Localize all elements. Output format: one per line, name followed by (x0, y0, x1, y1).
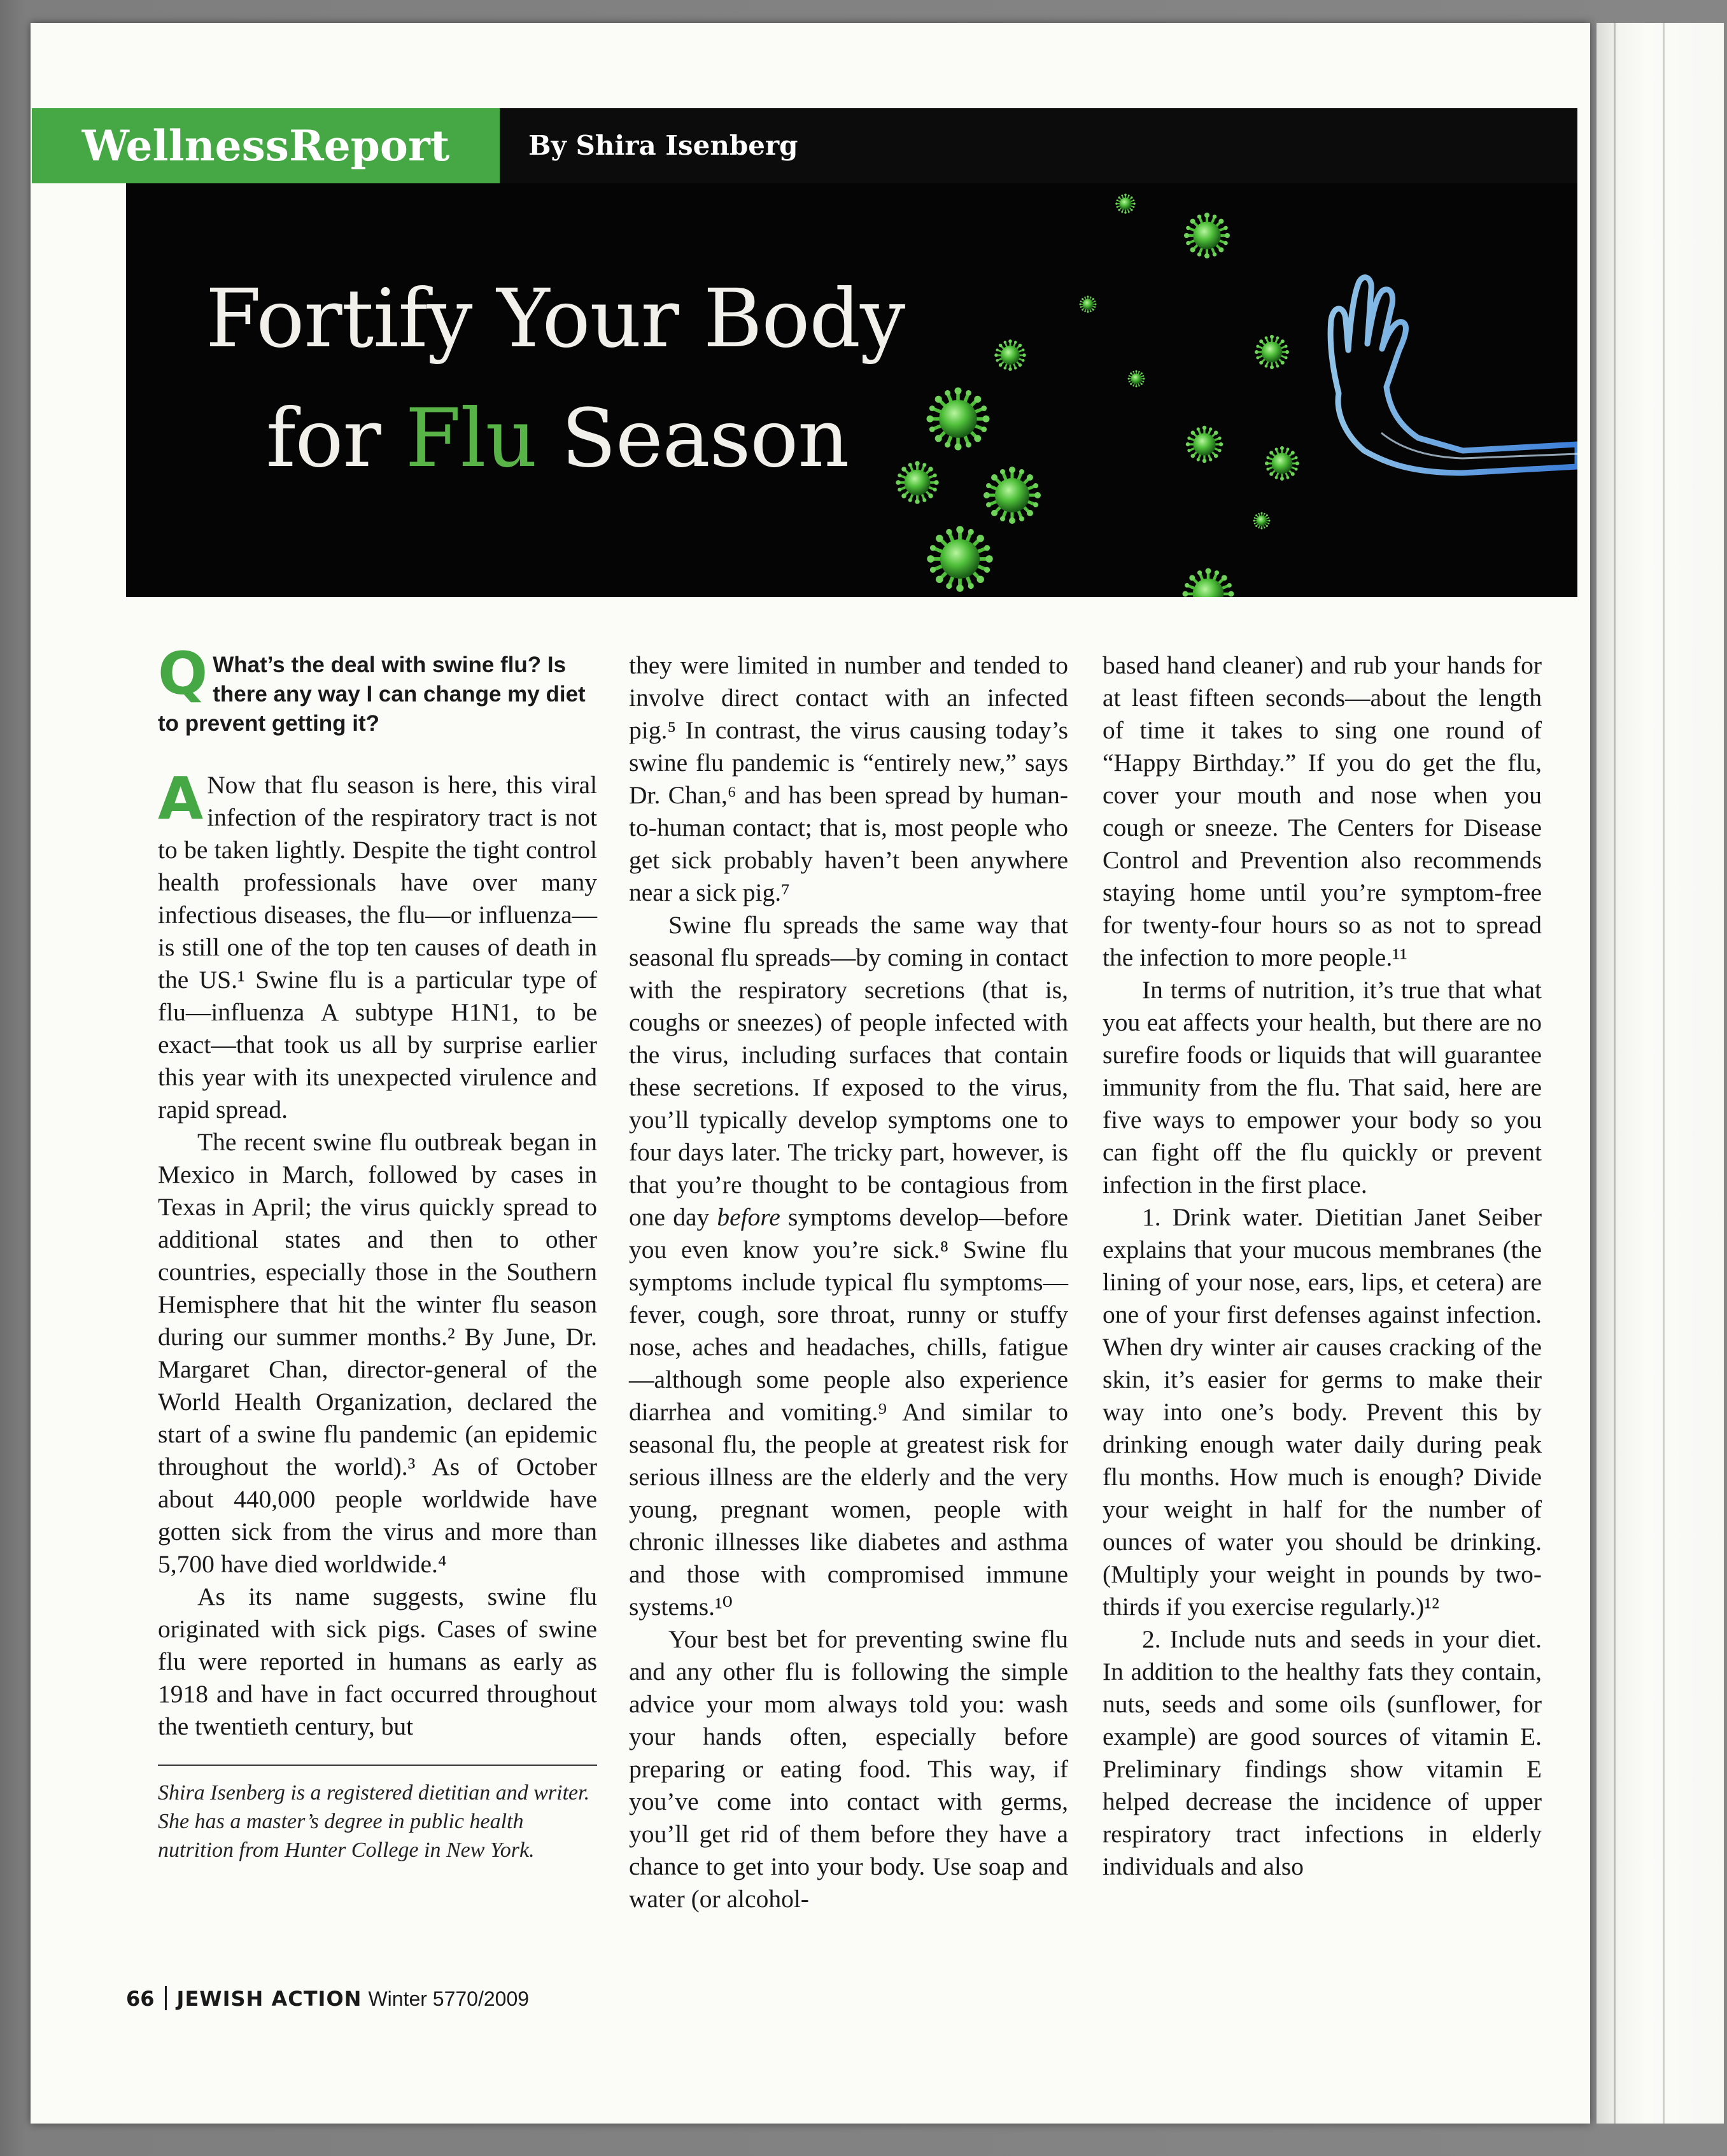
bio-divider (158, 1765, 597, 1766)
question-text: What’s the deal with swine flu? Is there any way I can change my diet to prevent getting it? (158, 652, 586, 736)
facing-page-edge (1597, 23, 1724, 2124)
body-paragraph: based hand cleaner) and rub your hands for at least fifteen seconds—about the length of time it takes to sing one round of “Happy Birthday.” If you do get the flu, cover your mouth and nose when you cough or sneeze. The Centers for Disease Control and Prevention also recommends staying home until you’re symptom-free for twenty-four hours so as not to spread the infection to more people.¹¹ (1103, 651, 1542, 971)
page-footer (126, 1986, 529, 2011)
title-accent-word: Flu (405, 391, 537, 485)
author-bio: Shira Isenberg is a registered dietitian and writer. She has a master’s degree in public health nutrition from Hunter College in New York. (158, 1781, 590, 1862)
issue-date: Winter 5770/2009 (368, 1987, 530, 2010)
column-3 (1103, 649, 1542, 1883)
paragraph-text: Now that flu season is here, this viral infection of the respiratory tract is not to be taken lightly. Despite the tight control health professionals have over many infectious diseases, the flu—or influenza—is still one of the top ten causes of death in the US.¹ Swine flu is a particular type of flu—influenza A subtype H1N1, to be exact—that took us all by surprise earlier this year with its unexpected virulence and rapid spread. (158, 771, 597, 1124)
hand-icon (1330, 278, 1577, 473)
body-paragraph (629, 909, 1068, 1623)
answer-paragraph: As its name suggests, swine flu originated with sick pigs. Cases of swine flu were reported in humans as early as 1918 and have in fact occurred throughout the twentieth century, but (158, 1582, 597, 1740)
column-1 (158, 640, 597, 1864)
magazine-name: JEWISH ACTION (176, 1987, 362, 2011)
page-gutter-line (1614, 23, 1616, 2124)
body-paragraph: Your best bet for preventing swine flu and any other flu is following the simple advice your mom always told you: wash your hands often, especially before preparing or eating food. This way, if you’ve come into contact with germs, you’ll get rid of them before they have a chance to get into your body. Use soap and water (or alcohol- (629, 1625, 1068, 1913)
page-edge-line (1663, 23, 1665, 2124)
section-tab: WellnessReport (32, 108, 500, 183)
body-paragraph: 1. Drink water. Dietitian Janet Seiber explains that your mucous membranes (the lining of your nose, ears, lips, et cetera) are one of your first defenses against infection. When dry winter air causes cracking of the skin, it’s easier for germs to make their way into one’s body. Prevent this by drinking enough water daily during peak flu months. How much is enough? Divide your weight in half for the number of ounces of water you should be drinking. (Multiply your weight in pounds by two-thirds if you exercise regularly.)¹² (1103, 1203, 1542, 1621)
article-title-line1: Fortify Your Body (206, 272, 905, 365)
body-paragraph: In terms of nutrition, it’s true that what you eat affects your health, but there are no surefire foods or liquids that will guarantee immunity from the flu. That said, here are five ways to empower your body so you can fight off the flu quickly or prevent infection in the first place. (1103, 976, 1542, 1199)
title-text: for (266, 391, 405, 485)
page-number: 66 (126, 1987, 155, 2011)
emphasis-text: before (717, 1203, 780, 1231)
answer-paragraph: The recent swine flu outbreak began in Mexico in March, followed by cases in Texas in April; the virus quickly spread to additional states and then to other countries, especially those in the Southern Hemisphere that hit the winter flu season during our summer months.² By June, Dr. Margaret Chan, director-general of the World Health Organization, declared the start of a swine flu pandemic (an epidemic throughout the world).³ As of October about 440,000 people worldwide have gotten sick from the virus and more than 5,700 have died worldwide.⁴ (158, 1128, 597, 1578)
body-paragraph: 2. Include nuts and seeds in your diet. In addition to the healthy fats they contain, nuts, seeds and some oils (sunflower, for example) are good sources of vitamin E. Preliminary findings show vitamin E helped decrease the incidence of upper respiratory tract infections in elderly individuals and also (1103, 1625, 1542, 1880)
answer-drop-cap: A (158, 764, 204, 833)
virus-icon (896, 194, 1299, 597)
question-drop-cap: Q (158, 640, 208, 708)
body-paragraph: they were limited in number and tended to involve direct contact with an infected pig.⁵ In contrast, the virus causing today’s swine flu pandemic is “entirely new,” says Dr. Chan,⁶ and has been spread by human-to-human contact; that is, most people who get sick probably haven’t been anywhere near a sick pig.⁷ (629, 651, 1068, 906)
column-2 (629, 649, 1068, 1915)
article-title-line2 (266, 391, 849, 485)
hero-illustration (126, 183, 1577, 597)
answer-block (158, 764, 597, 1743)
hero-banner (126, 183, 1577, 597)
question-block (158, 640, 597, 738)
title-text: Season (536, 391, 849, 485)
answer-paragraph (158, 764, 597, 1126)
footer-separator (165, 1986, 167, 2010)
paragraph-text: symptoms develop—before you even know you’re sick.⁸ Swine flu symptoms include typical flu symptoms—fever, cough, sore throat, runny or stuffy nose, aches and headaches, chills, fatigue—although some people also experience diarrhea and vomiting.⁹ And similar to seasonal flu, the people at greatest risk for serious illness are the elderly and the very young, pregnant women, people with chronic illnesses like diabetes and asthma and those with compromised immune systems.¹⁰ (629, 1203, 1068, 1621)
paragraph-text: Swine flu spreads the same way that seasonal flu spreads—by coming in contact with the respiratory secretions (that is, coughs or sneezes) of people infected with the virus, including surfaces that contain these secretions. If exposed to the virus, you’ll typically develop symptoms one to four days later. The tricky part, however, is that you’re thought to be contagious from one day (629, 911, 1068, 1231)
byline: By Shira Isenberg (528, 130, 798, 161)
